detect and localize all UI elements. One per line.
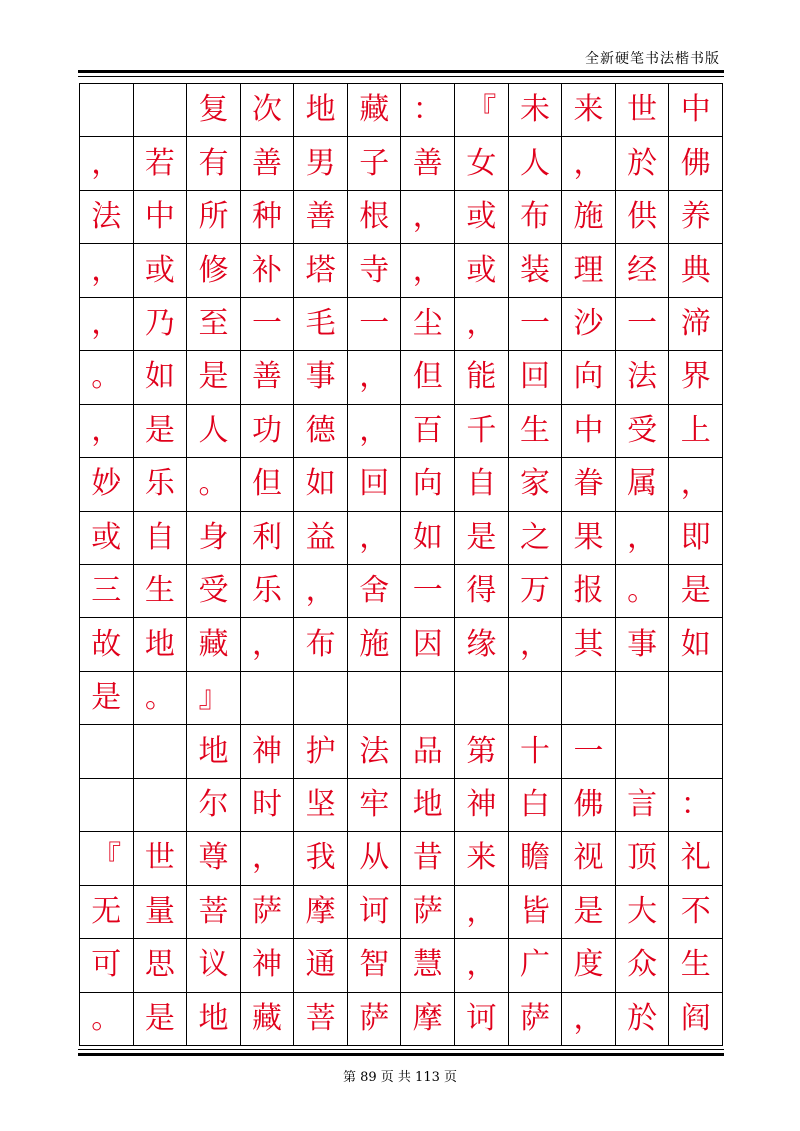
grid-cell: 。 (187, 458, 241, 511)
grid-cell (134, 84, 188, 137)
grid-cell: 慧 (401, 939, 455, 992)
grid-cell: 即 (669, 512, 723, 565)
grid-cell: 十 (509, 725, 563, 778)
footer-rule-thin (78, 1049, 724, 1050)
grid-cell: 乃 (134, 298, 188, 351)
grid-cell: 萨 (348, 993, 402, 1046)
grid-cell: 受 (616, 405, 670, 458)
grid-cell: 布 (509, 191, 563, 244)
grid-cell: 千 (455, 405, 509, 458)
grid-cell (294, 672, 348, 725)
grid-cell: 一 (562, 725, 616, 778)
grid-cell: 向 (401, 458, 455, 511)
grid-cell: 施 (562, 191, 616, 244)
grid-cell: 如 (294, 458, 348, 511)
grid-cell: ， (455, 298, 509, 351)
grid-cell: 如 (134, 351, 188, 404)
grid-cell: 一 (616, 298, 670, 351)
grid-cell (669, 672, 723, 725)
grid-cell: 人 (509, 137, 563, 190)
grid-cell: ， (241, 832, 295, 885)
grid-cell: ， (348, 351, 402, 404)
grid-cell: ， (294, 565, 348, 618)
grid-cell: 百 (401, 405, 455, 458)
grid-cell (134, 725, 188, 778)
grid-cell: 利 (241, 512, 295, 565)
grid-cell: 之 (509, 512, 563, 565)
grid-cell: 寺 (348, 244, 402, 297)
grid-cell (455, 672, 509, 725)
grid-cell: 於 (616, 993, 670, 1046)
grid-cell: 。 (80, 993, 134, 1046)
grid-cell: 摩 (401, 993, 455, 1046)
grid-cell (509, 672, 563, 725)
grid-cell: 量 (134, 886, 188, 939)
grid-cell: 地 (294, 84, 348, 137)
grid-cell: ， (80, 298, 134, 351)
grid-cell: 通 (294, 939, 348, 992)
grid-cell: ， (80, 137, 134, 190)
grid-cell: 地 (187, 993, 241, 1046)
grid-cell: ， (80, 244, 134, 297)
grid-cell: 若 (134, 137, 188, 190)
grid-cell: 尊 (187, 832, 241, 885)
grid-cell: 。 (80, 351, 134, 404)
grid-cell: 乐 (134, 458, 188, 511)
grid-cell: ， (509, 618, 563, 671)
grid-cell: 智 (348, 939, 402, 992)
grid-cell: 功 (241, 405, 295, 458)
grid-cell: 时 (241, 779, 295, 832)
grid-cell: 佛 (562, 779, 616, 832)
grid-cell: 事 (616, 618, 670, 671)
grid-cell: 菩 (294, 993, 348, 1046)
grid-cell: 藏 (241, 993, 295, 1046)
grid-cell: 生 (669, 939, 723, 992)
grid-cell: 』 (187, 672, 241, 725)
grid-cell: 世 (134, 832, 188, 885)
grid-cell: ， (80, 405, 134, 458)
grid-cell (134, 779, 188, 832)
grid-cell: 修 (187, 244, 241, 297)
grid-cell: 向 (562, 351, 616, 404)
grid-cell: 『 (80, 832, 134, 885)
grid-cell: 缘 (455, 618, 509, 671)
grid-cell: 塔 (294, 244, 348, 297)
grid-cell (616, 672, 670, 725)
grid-cell: 议 (187, 939, 241, 992)
grid-cell: 因 (401, 618, 455, 671)
grid-cell: 『 (455, 84, 509, 137)
grid-cell: 善 (241, 137, 295, 190)
grid-cell: 次 (241, 84, 295, 137)
grid-cell: 可 (80, 939, 134, 992)
grid-cell: 善 (401, 137, 455, 190)
grid-cell: 地 (134, 618, 188, 671)
grid-cell: 不 (669, 886, 723, 939)
footer-rule-thick (78, 1053, 724, 1056)
grid-cell: 皆 (509, 886, 563, 939)
grid-cell: 广 (509, 939, 563, 992)
grid-cell: 属 (616, 458, 670, 511)
grid-cell (562, 672, 616, 725)
grid-cell: ， (562, 137, 616, 190)
grid-cell: 无 (80, 886, 134, 939)
grid-cell: 妙 (80, 458, 134, 511)
grid-cell: 是 (455, 512, 509, 565)
grid-cell: 视 (562, 832, 616, 885)
grid-cell: 尘 (401, 298, 455, 351)
grid-cell: 经 (616, 244, 670, 297)
grid-cell: 故 (80, 618, 134, 671)
grid-cell: 或 (455, 191, 509, 244)
grid-cell: 一 (509, 298, 563, 351)
grid-cell: 来 (562, 84, 616, 137)
grid-cell: 如 (401, 512, 455, 565)
grid-cell: 三 (80, 565, 134, 618)
grid-cell: 或 (134, 244, 188, 297)
grid-cell: 度 (562, 939, 616, 992)
grid-cell: 我 (294, 832, 348, 885)
grid-cell: 得 (455, 565, 509, 618)
grid-cell: 所 (187, 191, 241, 244)
header-rule-thin (78, 76, 724, 77)
grid-cell (348, 672, 402, 725)
grid-cell: 但 (401, 351, 455, 404)
grid-cell: 菩 (187, 886, 241, 939)
grid-cell: 如 (669, 618, 723, 671)
grid-cell: 报 (562, 565, 616, 618)
grid-cell: 回 (348, 458, 402, 511)
grid-cell: 其 (562, 618, 616, 671)
grid-cell: 阎 (669, 993, 723, 1046)
grid-cell: 白 (509, 779, 563, 832)
grid-cell: 家 (509, 458, 563, 511)
grid-cell: 法 (616, 351, 670, 404)
grid-cell: 至 (187, 298, 241, 351)
grid-cell: 渧 (669, 298, 723, 351)
grid-cell: 地 (401, 779, 455, 832)
grid-cell: 於 (616, 137, 670, 190)
grid-cell: 萨 (509, 993, 563, 1046)
grid-cell: 尔 (187, 779, 241, 832)
grid-cell: ， (669, 458, 723, 511)
grid-cell: 一 (241, 298, 295, 351)
grid-cell: 事 (294, 351, 348, 404)
grid-cell: 中 (669, 84, 723, 137)
grid-cell (80, 725, 134, 778)
grid-cell: 牢 (348, 779, 402, 832)
grid-cell: 养 (669, 191, 723, 244)
grid-cell: 舍 (348, 565, 402, 618)
grid-cell: 摩 (294, 886, 348, 939)
grid-cell: 。 (134, 672, 188, 725)
grid-cell: 。 (616, 565, 670, 618)
grid-cell: 根 (348, 191, 402, 244)
grid-cell: 有 (187, 137, 241, 190)
grid-cell: 藏 (187, 618, 241, 671)
grid-cell: 善 (294, 191, 348, 244)
grid-cell: 言 (616, 779, 670, 832)
grid-cell (401, 672, 455, 725)
grid-cell: ： (669, 779, 723, 832)
grid-cell: 男 (294, 137, 348, 190)
grid-cell: 萨 (241, 886, 295, 939)
grid-cell: 理 (562, 244, 616, 297)
grid-cell: 果 (562, 512, 616, 565)
grid-cell: 世 (616, 84, 670, 137)
grid-cell: 自 (134, 512, 188, 565)
grid-cell: 法 (80, 191, 134, 244)
grid-cell: 一 (401, 565, 455, 618)
page-number: 第 89 页 共 113 页 (342, 1070, 458, 1085)
grid-cell: 地 (187, 725, 241, 778)
grid-cell: 典 (669, 244, 723, 297)
grid-cell: ， (455, 939, 509, 992)
grid-cell: 大 (616, 886, 670, 939)
grid-cell: 藏 (348, 84, 402, 137)
grid-cell: 礼 (669, 832, 723, 885)
grid-cell: ， (348, 512, 402, 565)
grid-cell: 眷 (562, 458, 616, 511)
grid-cell: 中 (562, 405, 616, 458)
grid-cell: 万 (509, 565, 563, 618)
grid-cell: 自 (455, 458, 509, 511)
grid-cell: ， (455, 886, 509, 939)
grid-cell: 诃 (455, 993, 509, 1046)
grid-cell: ， (348, 405, 402, 458)
grid-cell: 装 (509, 244, 563, 297)
grid-cell: 德 (294, 405, 348, 458)
grid-cell: ， (401, 191, 455, 244)
grid-cell: 沙 (562, 298, 616, 351)
grid-cell: 品 (401, 725, 455, 778)
grid-cell: 子 (348, 137, 402, 190)
grid-cell: 或 (455, 244, 509, 297)
grid-cell: ， (401, 244, 455, 297)
grid-cell: 是 (80, 672, 134, 725)
calligraphy-grid (79, 83, 723, 1046)
grid-cell: 毛 (294, 298, 348, 351)
grid-cell: 是 (562, 886, 616, 939)
grid-cell: 人 (187, 405, 241, 458)
grid-cell: 或 (80, 512, 134, 565)
grid-cell: 界 (669, 351, 723, 404)
grid-cell: 施 (348, 618, 402, 671)
grid-cell: 回 (509, 351, 563, 404)
grid-cell: 未 (509, 84, 563, 137)
grid-cell: 顶 (616, 832, 670, 885)
grid-cell: 女 (455, 137, 509, 190)
grid-cell: 是 (669, 565, 723, 618)
grid-cell: 种 (241, 191, 295, 244)
grid-cell: 神 (241, 725, 295, 778)
grid-cell: 善 (241, 351, 295, 404)
grid-cell: 昔 (401, 832, 455, 885)
grid-cell: 乐 (241, 565, 295, 618)
grid-cell: 供 (616, 191, 670, 244)
grid-cell: 神 (455, 779, 509, 832)
page-header-title: 全新硬笔书法楷书版 (585, 51, 720, 67)
grid-cell: 能 (455, 351, 509, 404)
grid-cell: ， (616, 512, 670, 565)
grid-cell: 思 (134, 939, 188, 992)
grid-cell: 补 (241, 244, 295, 297)
grid-cell: 是 (134, 405, 188, 458)
grid-cell: 中 (134, 191, 188, 244)
grid-cell: 生 (134, 565, 188, 618)
header-rule-thick (78, 70, 724, 73)
grid-cell: 佛 (669, 137, 723, 190)
grid-cell (616, 725, 670, 778)
grid-cell: 萨 (401, 886, 455, 939)
grid-cell: 益 (294, 512, 348, 565)
grid-cell: 但 (241, 458, 295, 511)
grid-cell: 来 (455, 832, 509, 885)
grid-cell: 一 (348, 298, 402, 351)
grid-cell: 上 (669, 405, 723, 458)
grid-cell: 众 (616, 939, 670, 992)
grid-cell: 诃 (348, 886, 402, 939)
grid-cell (669, 725, 723, 778)
grid-cell: 护 (294, 725, 348, 778)
grid-cell: ： (401, 84, 455, 137)
grid-cell: 身 (187, 512, 241, 565)
grid-cell: 瞻 (509, 832, 563, 885)
grid-cell: ， (241, 618, 295, 671)
grid-cell: ， (562, 993, 616, 1046)
grid-cell: 从 (348, 832, 402, 885)
grid-cell: 法 (348, 725, 402, 778)
grid-cell: 生 (509, 405, 563, 458)
grid-cell: 神 (241, 939, 295, 992)
grid-cell: 第 (455, 725, 509, 778)
grid-cell: 复 (187, 84, 241, 137)
grid-cell: 是 (187, 351, 241, 404)
grid-cell (241, 672, 295, 725)
grid-cell: 受 (187, 565, 241, 618)
grid-cell: 布 (294, 618, 348, 671)
grid-cell (80, 779, 134, 832)
grid-cell (80, 84, 134, 137)
grid-cell: 坚 (294, 779, 348, 832)
grid-cell: 是 (134, 993, 188, 1046)
